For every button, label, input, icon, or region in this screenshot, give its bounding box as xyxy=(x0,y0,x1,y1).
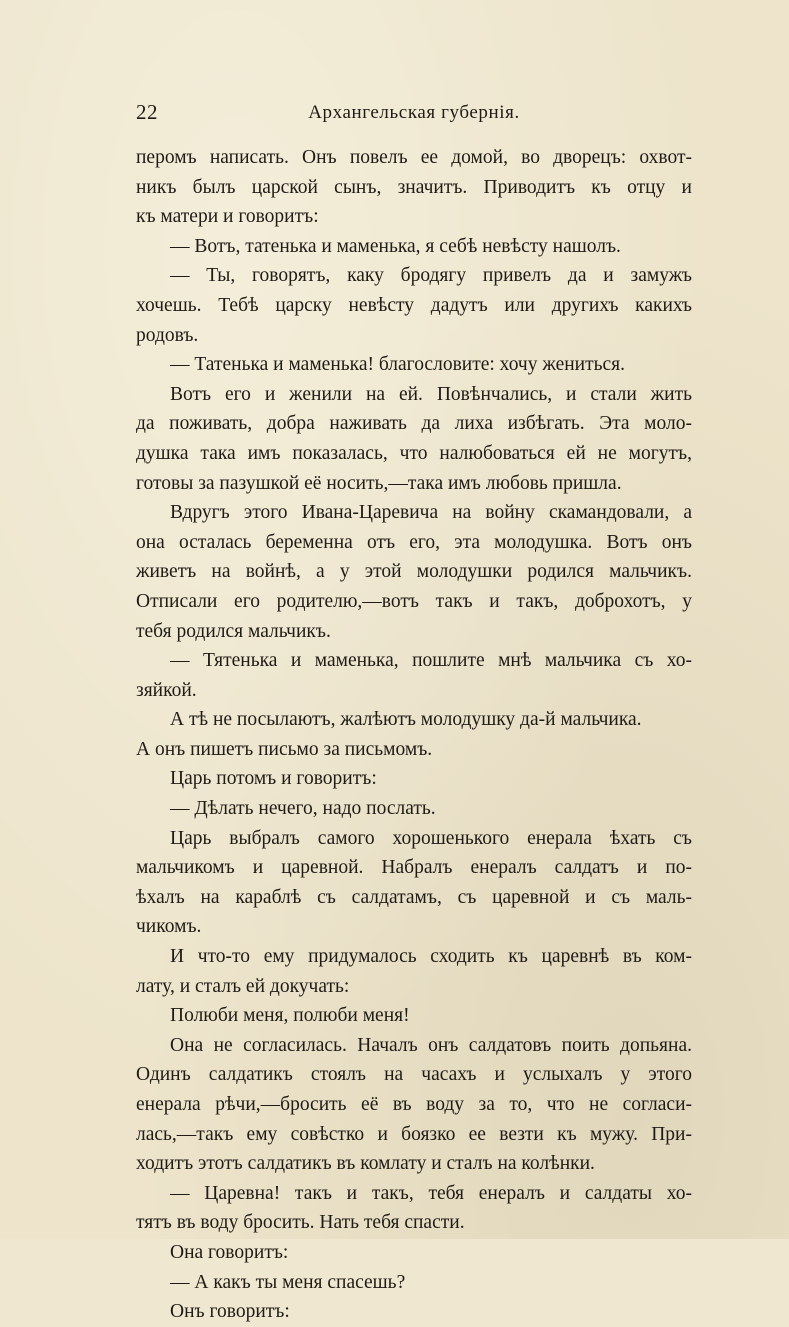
text-line: — Ты, говорятъ, каку бродягу привелъ да и замужъ xyxy=(170,265,692,287)
text-line: Онъ говоритъ: xyxy=(170,1301,290,1323)
text-line: хочешь. Тебѣ царску невѣсту дадутъ или другихъ какихъ xyxy=(136,294,692,316)
text-line: Царь потомъ и говоритъ: xyxy=(170,768,377,790)
text-line: ѣхалъ на караблѣ съ салдатамъ, съ царевной и съ маль- xyxy=(136,886,692,908)
text-line: душка така имъ показалась, что налюбоваться ей не могутъ, xyxy=(136,442,692,464)
text-line: Вдругъ этого Ивана-Царевича на войну скамандовали, а xyxy=(170,502,692,524)
text-line: къ матери и говоритъ: xyxy=(136,206,319,228)
text-line: лась,—такъ ему совѣстко и боязко ее везти къ мужу. При- xyxy=(136,1123,692,1145)
page-header xyxy=(136,100,692,130)
text-line: лату, и сталъ ей докучать: xyxy=(136,975,350,997)
text-line: — Вотъ, татенька и маменька, я себѣ невѣсту нашолъ. xyxy=(170,235,621,257)
text-line: И что-то ему придумалось сходить къ царевнѣ въ ком- xyxy=(170,946,692,968)
text-line: она осталась беременна отъ его, эта молодушка. Вотъ онъ xyxy=(136,531,692,553)
text-line: — Тятенька и маменька, пошлите мнѣ мальчика съ хо- xyxy=(170,650,692,672)
text-line: ходитъ этотъ салдатикъ въ комлату и сталъ на колѣнки. xyxy=(136,1153,595,1175)
text-line: готовы за пазушкой её носить,—така имъ любовь пришла. xyxy=(136,472,622,494)
text-line: — Царевна! такъ и такъ, тебя енералъ и салдаты хо- xyxy=(170,1182,692,1204)
text-line: да поживать, добра наживать да лиха избѣгать. Эта моло- xyxy=(136,413,692,435)
text-line: енерала рѣчи,—бросить её въ воду за то, что не согласи- xyxy=(136,1094,692,1115)
text-line: — А какъ ты меня спасешь? xyxy=(170,1271,406,1293)
text-line: тебя родился мальчикъ. xyxy=(136,620,331,642)
text-line: чикомъ. xyxy=(136,916,202,938)
text-line: Она не согласилась. Началъ онъ салдатовъ поить допьяна. xyxy=(170,1034,692,1056)
text-line: никъ былъ царской сынъ, значитъ. Приводитъ къ отцу и xyxy=(136,176,692,198)
text-line: зяйкой. xyxy=(136,679,197,701)
text-line: — Дѣлать нечего, надо послать. xyxy=(170,798,436,820)
text-line: — Татенька и маменька! благословите: хочу жениться. xyxy=(170,354,626,376)
running-title: Архангельская губернія. xyxy=(308,102,520,123)
text-line: Одинъ салдатикъ стоялъ на часахъ и услыхалъ у этого xyxy=(136,1064,692,1086)
text-line: А онъ пишетъ письмо за письмомъ. xyxy=(136,738,433,760)
text-line: Вотъ его и женили на ей. Повѣнчались, и стали жить xyxy=(170,383,692,405)
page-number: 22 xyxy=(136,100,158,124)
text-line: живетъ на войнѣ, а у этой молодушки родился мальчикъ. xyxy=(136,561,692,583)
body-text xyxy=(136,143,692,1327)
text-line: мальчикомъ и царевной. Набралъ енералъ салдатъ и по- xyxy=(136,857,692,879)
text-line: Полюби меня, полюби меня! xyxy=(170,1005,410,1027)
text-line: А тѣ не посылаютъ, жалѣютъ молодушку да-й мальчика. xyxy=(170,709,642,731)
text-line: Отписали его родителю,—вотъ такъ и такъ, доброхотъ, у xyxy=(136,590,692,612)
text-line: перомъ написать. Онъ повелъ ее домой, во дворецъ: охвот- xyxy=(136,147,692,168)
text-line: тятъ въ воду бросить. Нать тебя спасти. xyxy=(136,1212,465,1234)
text-line: Царь выбралъ самого хорошенького енерала ѣхать съ xyxy=(170,827,692,849)
text-line: Она говоритъ: xyxy=(170,1241,289,1263)
text-line: родовъ. xyxy=(136,324,199,346)
